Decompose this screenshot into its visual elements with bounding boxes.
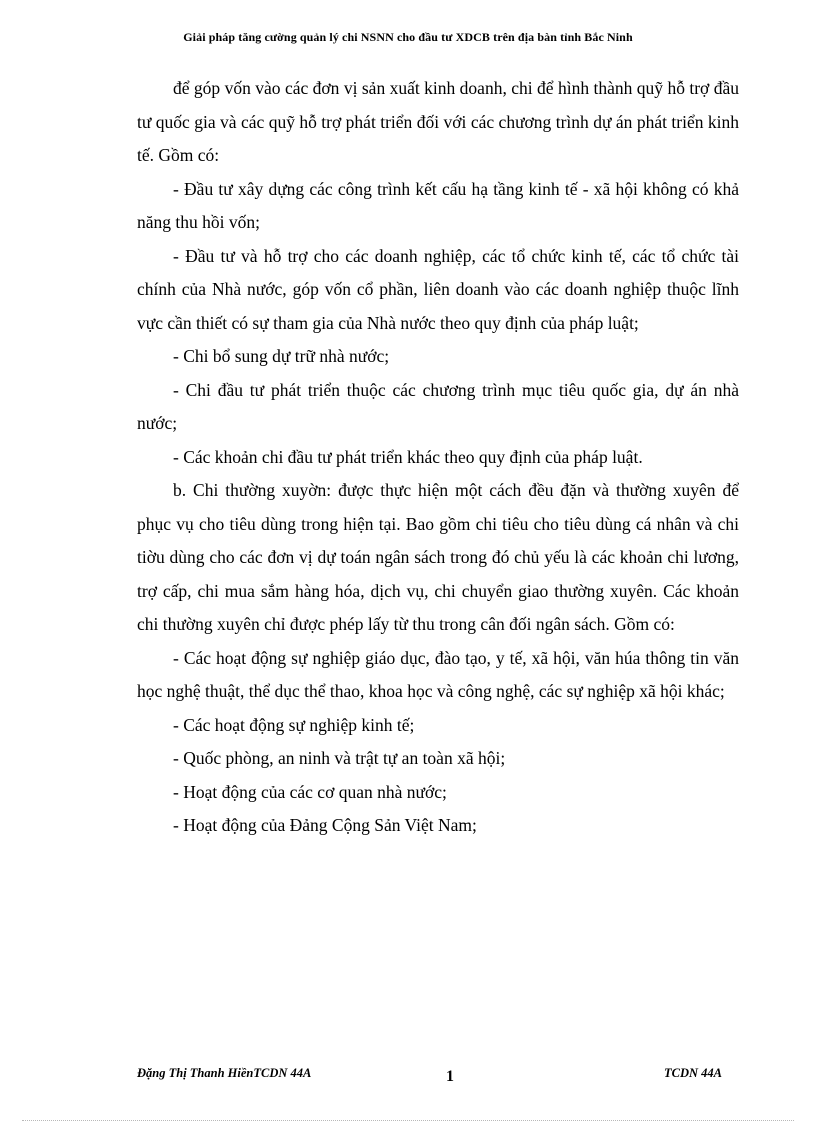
- paragraph: để góp vốn vào các đơn vị sản xuất kinh doanh, chi để hình thành quỹ hỗ trợ đầu tư quốc gia và các quỹ hỗ trợ phát triển đối với các chương trình dự án phát triển kinh tế. Gồm có:: [137, 78, 739, 165]
- paragraph: - Chi bổ sung dự trữ nhà nước;: [173, 346, 390, 366]
- page-header: Giải pháp tăng cường quản lý chi NSNN cho đầu tư XDCB trên địa bàn tỉnh Bắc Ninh: [183, 30, 633, 44]
- page-bottom-divider: [22, 1120, 794, 1121]
- document-body: [137, 72, 739, 843]
- footer-author: Đặng Thị Thanh HiềnTCDN 44A: [137, 1066, 312, 1080]
- paragraph: - Các khoản chi đầu tư phát triển khác theo quy định của pháp luật.: [173, 446, 643, 467]
- paragraph: - Các hoạt động sự nghiệp giáo dục, đào tạo, y tế, xã hội, văn húa thông tin văn học nghệ thuật, thể dục thể thao, khoa học và công nghệ, các sự nghiệp xã hội khác;: [137, 647, 739, 701]
- page-number: 1: [446, 1068, 454, 1085]
- paragraph: - Chi đầu tư phát triển thuộc các chương trình mục tiêu quốc gia, dự án nhà nước;: [137, 379, 739, 433]
- paragraph: - Các hoạt động sự nghiệp kinh tế;: [173, 714, 415, 735]
- paragraph: - Hoạt động của các cơ quan nhà nước;: [173, 781, 447, 802]
- paragraph: b. Chi thường xuyờn: được thực hiện một cách đều đặn và thường xuyên để phục vụ cho tiêu dùng trong hiện tại. Bao gồm chi tiêu cho tiêu dùng cá nhân và chi tiờu dùng cho các đơn vị dự toán ngân sách trong đó chủ yếu là các khoản chi lương, trợ cấp, chi mua sắm hàng hóa, dịch vụ, chi chuyển giao thường xuyên. Các khoản chi thường xuyên chỉ được phép lấy từ thu trong cân đối ngân sách. Gồm có:: [137, 480, 739, 634]
- paragraph: - Quốc phòng, an ninh và trật tự an toàn xã hội;: [173, 748, 506, 768]
- footer-class-code: TCDN 44A: [664, 1066, 722, 1080]
- paragraph: - Hoạt động của Đảng Cộng Sản Việt Nam;: [173, 815, 477, 835]
- paragraph: - Đầu tư và hỗ trợ cho các doanh nghiệp, các tổ chức kinh tế, các tổ chức tài chính của Nhà nước, góp vốn cổ phần, liên doanh vào các doanh nghiệp thuộc lĩnh vực cần thiết có sự tham gia của Nhà nước theo quy định của pháp luật;: [137, 245, 739, 333]
- paragraph: - Đầu tư xây dựng các công trình kết cấu hạ tầng kinh tế - xã hội không có khả năng thu hồi vốn;: [137, 178, 739, 232]
